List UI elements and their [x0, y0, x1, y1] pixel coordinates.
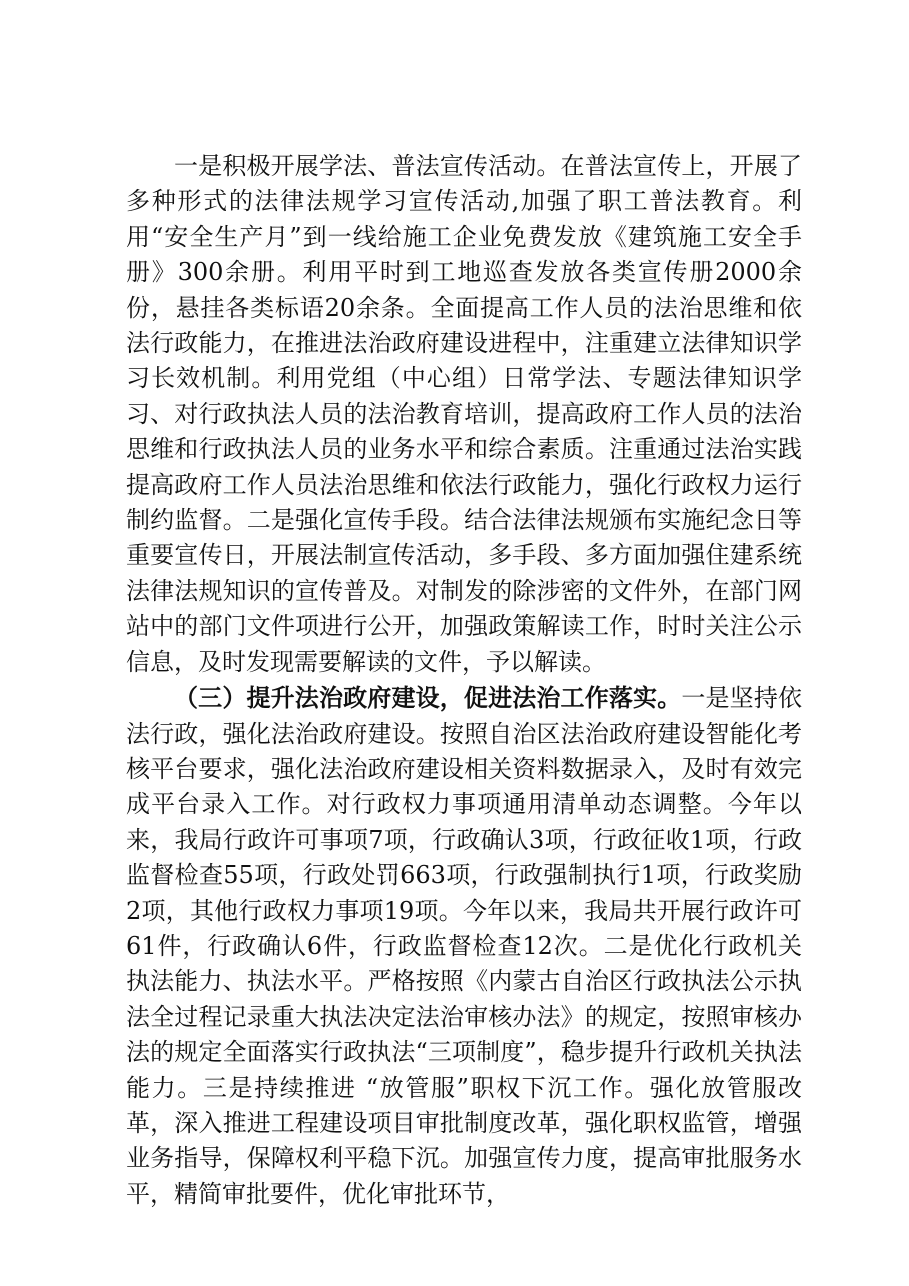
paragraph-1-text: 一是积极开展学法、普法宣传活动。在普法宣传上，开展了多种形式的法律法规学习宣传活动,加强了职工普法教育。利用“安全生产月”到一线给施工企业免费发放《建筑施工安全手册》300余册。利用平时到工地巡查发放各类宣传册2000余份，悬挂各类标语20余条。全面提高工作人员的法治思维和依法行政能力，在推进法治政府建设进程中，注重建立法律知识学习长效机制。利用党组（中心组）日常学法、专题法律知识学习、对行政执法人员的法治教育培训，提高政府工作人员的法治思维和行政执法人员的业务水平和综合素质。注重通过法治实践提高政府工作人员法治思维和依法行政能力，强化行政权力运行制约监督。二是强化宣传手段。结合法律法规颁布实施纪念日等重要宣传日，开展法制宣传活动，多手段、多方面加强住建系统法律法规知识的宣传普及。对制发的除涉密的文件外，在部门网站中的部门文件项进行公开，加强政策解读工作，时时关注公示信息，及时发现需要解读的文件，予以解读。 — [126, 152, 802, 676]
body-text — [126, 148, 802, 1212]
paragraph-2 — [126, 680, 802, 1212]
section-heading: （三）提升法治政府建设，促进法治工作落实。 — [174, 683, 682, 713]
paragraph-1 — [126, 148, 802, 680]
paragraph-2-text: 一是坚持依法行政，强化法治政府建设。按照自治区法治政府建设智能化考核平台要求，强化法治政府建设相关资料数据录入，及时有效完成平台录入工作。对行政权力事项通用清单动态调整。今年以来，我局行政许可事项7项，行政确认3项，行政征收1项，行政监督检查55项，行政处罚663项，行政强制执行1项，行政奖励2项，其他行政权力事项19项。今年以来，我局共开展行政许可61件，行政确认6件，行政监督检查12次。二是优化行政机关执法能力、执法水平。严格按照《内蒙古自治区行政执法公示执法全过程记录重大执法决定法治审核办法》的规定，按照审核办法的规定全面落实行政执法“三项制度”，稳步提升行政机关执法能力。三是持续推进 “放管服”职权下沉工作。强化放管服改革，深入推进工程建设项目审批制度改革，强化职权监管，增强业务指导，保障权利平稳下沉。加强宣传力度，提高审批服务水平，精简审批要件，优化审批环节， — [126, 684, 802, 1208]
